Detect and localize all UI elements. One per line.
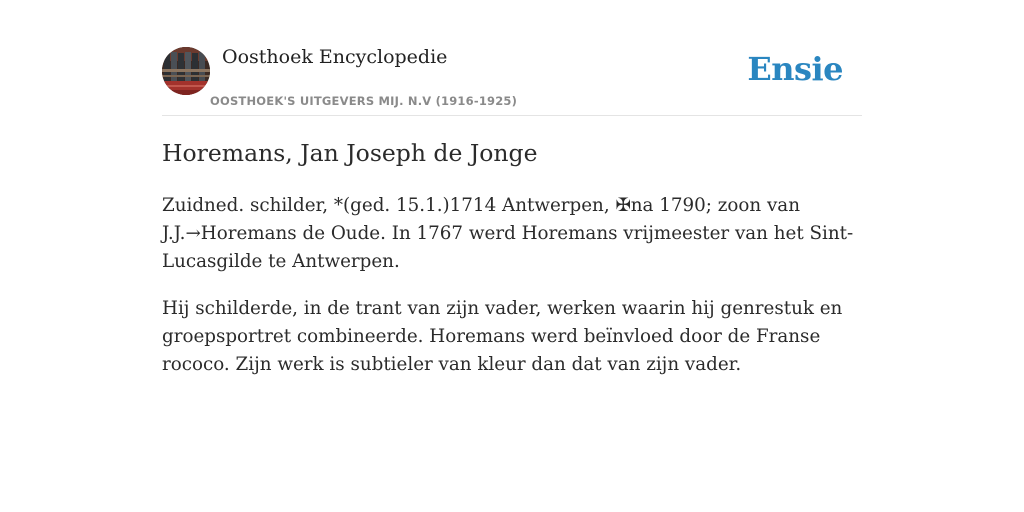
arrow-icon: → — [185, 223, 201, 244]
cross-reference-label: Horemans de Oude — [200, 223, 381, 244]
source-header — [162, 0, 862, 116]
source-subtitle: OOSTHOEK'S UITGEVERS MIJ. N.V (1916-1925) — [210, 94, 518, 108]
page — [162, 0, 862, 375]
source-title[interactable]: Oosthoek Encyclopedie — [222, 46, 448, 68]
paragraph-text: . In 1767 werd Horemans vrijmeester van het Sint-Lucasgilde te Antwerpen. — [162, 223, 854, 272]
entry-title: Horemans, Jan Joseph de Jonge — [162, 139, 538, 167]
brand-logo[interactable]: Ensie — [747, 50, 843, 88]
cross-reference-link[interactable] — [185, 223, 380, 244]
paragraph-text: Zuidned. schilder, *(ged. 15.1.)1714 Antwerpen, ✠na 1790; zoon van J.J. — [162, 195, 800, 244]
book-spines-icon — [162, 47, 210, 95]
source-avatar[interactable] — [162, 47, 210, 95]
entry-paragraph — [162, 192, 862, 276]
entry-paragraph: Hij schilderde, in de trant van zijn vader, werken waarin hij genrestuk en groepsportret combineerde. Horemans werd beïnvloed door de Franse rococo. Zijn werk is subtieler van kleur dan dat van zijn vader. — [162, 298, 843, 375]
